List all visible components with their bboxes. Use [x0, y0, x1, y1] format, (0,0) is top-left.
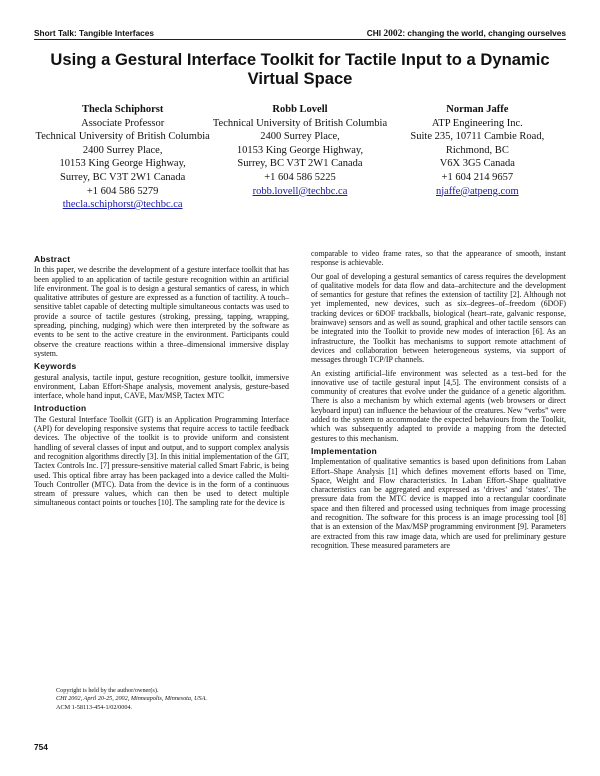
left-column	[34, 252, 289, 512]
author-block	[34, 103, 566, 212]
author-email-link[interactable]: robb.lovell@techbc.ca	[252, 185, 348, 197]
author-address: 2400 Surrey Place,	[82, 144, 163, 156]
author-address: Suite 235, 10711 Cambie Road,	[410, 131, 545, 143]
keywords-text: gestural analysis, tactile input, gesture recognition, gesture toolkit, immersive environment, Laban Effort-Shape analysis, movement analysis, gesture-based interface, whole hand input, CAVE, Max/MSP, Tactex MTC	[34, 372, 289, 401]
author-affiliation: Associate Professor	[81, 117, 165, 129]
author-1	[34, 103, 211, 212]
author-address: 10153 King George Highway,	[59, 158, 186, 170]
body-paragraph: Our goal of developing a gestural semantics of caress requires the development of qualitative models for data flow and data–architecture and the development of semantics for gesture that refines the extension of tactility [2]. Although not yet implemented, new devices, such as six–degrees–of–freedom (6DOF) tracking devices or 6DOF trackballs, biological (heart–rate, galvanic response, brainwave) sensors and as well as sound, graphical and other tactile sensors can be integrated into the Toolkit to provide new modes of interaction [6]. As an infrastructure, the Toolkit has mechanisms to support remote attachment of devices and collaboration between heterogeneous systems, via support of messages through TCP/IP channels.	[311, 271, 566, 365]
copyright-line: ACM 1-58113-454-1/02/0004.	[56, 703, 133, 711]
copyright-line: CHI 2002, April 20-25, 2002, Minneapolis, Minnesota, USA.	[56, 695, 207, 703]
implementation-heading: Implementation	[311, 445, 378, 456]
page-number: 754	[34, 742, 48, 752]
introduction-heading: Introduction	[34, 403, 87, 414]
keywords-heading: Keywords	[34, 361, 77, 372]
author-address: V6X 3G5 Canada	[439, 158, 515, 170]
author-2	[211, 103, 388, 212]
author-affiliation: Technical University of British Columbia	[35, 131, 210, 143]
copyright-line: Copyright is held by the author/owner(s).	[56, 687, 159, 694]
implementation-text: Implementation of qualitative semantics is based upon definitions from Laban Effort–Shape Analysis [1] which defines movement efforts based on Time, Space, Weight and Flow characteristics. In Laban Effort–Shape qualitative characteristics can be aggregated and expressed as ‘drives’ and ‘states’. The pressure data from the MTC device is mapped into a rectangular coordinate space and then filtered and processed using techniques from image processing and recognition. The software for this process is an image processing tool [8] that is an extension of the Max/MSP programming environment [9]. Parameters are extracted from this raw image data, which are used for preliminary gesture recognition. These measured parameters are	[311, 457, 566, 550]
author-phone: +1 604 214 9657	[441, 171, 514, 183]
author-phone: +1 604 586 5279	[86, 185, 159, 197]
body-paragraph: An existing artificial–life environment was selected as a test–bed for the innovative use of tactile gestural input [4,5]. The environment consists of a community of creatures that evolve under the guidance of a genetic algorithm. There is also a mechanism by which external agents (web browsers or direct keyboard input) can influence the behaviour of the creatures. New “verbs” were added to the system to accommodate the expected behaviours from the Toolkit, which was subsequently adapted to provide a mapping from the detected gestures to this mechanism.	[311, 368, 566, 443]
author-address: Surrey, BC V3T 2W1 Canada	[60, 171, 186, 183]
copyright-notice	[56, 687, 286, 712]
introduction-text: The Gestural Interface Toolkit (GIT) is an Application Programming Interface (API) for developing responsive systems that require access to tactile feedback devices. The objective of the toolkit is to provide uniform and consistent handling of several classes of input and output, and to support complex analysis and recognition algorithms directly [3]. In this initial implementation of the GIT, Tactex Controls Inc. [7] pressure-sensitive material called Smart Fabric, is being used. This optical fibre array has been packaged into a device called the Multi-Touch Controller (MTC). Data from the device is in the form of a continuous stream of pressure values, which can then be used to detect multiple simultaneous contact points or touches [10]. The sampling rate for the device is	[34, 414, 289, 508]
author-address: 10153 King George Highway,	[236, 144, 364, 156]
author-address: Richmond, BC	[445, 144, 509, 156]
running-header	[34, 26, 566, 42]
author-phone: +1 604 586 5225	[264, 171, 336, 183]
body-paragraph: comparable to video frame rates, so that the appearance of smooth, instant response is achievable.	[311, 249, 566, 268]
header-track: Short Talk: Tangible Interfaces	[34, 28, 155, 38]
author-affiliation: Technical University of British Columbia	[212, 117, 388, 129]
author-email-link[interactable]: thecla.schiphorst@techbc.ca	[62, 199, 183, 211]
author-email-link[interactable]: njaffe@atpeng.com	[435, 185, 519, 197]
header-conference: CHI 2002: changing the world, changing ourselves	[366, 28, 566, 39]
author-name: Norman Jaffe	[446, 104, 509, 115]
author-address: 2400 Surrey Place,	[260, 131, 340, 143]
abstract-text: In this paper, we describe the development of a gesture interface toolkit that has been applied to an application of tactile gesture recognition within an artificial life environment. The goal is to design a gestural semantics of caress, in which qualitative attributes of gesture are expressed as a function of tactility. A touch–sensitive tablet capable of detecting multiple simultaneous contacts was used to provide a source of tactile gestures (stroking, pressing, tapping, wrapping, spreading, pinching, nudging) which were then interpreted by the software as events to be sent to the active creature in the environment. Participants could observe the creature reactions within a three–dimensional immersive display system.	[34, 265, 289, 358]
abstract-heading: Abstract	[34, 254, 71, 264]
right-column	[311, 249, 566, 554]
author-name: Robb Lovell	[272, 104, 328, 115]
header-rule	[34, 39, 566, 40]
author-affiliation: ATP Engineering Inc.	[431, 117, 523, 129]
paper-title: Using a Gestural Interface Toolkit for Tactile Input to a Dynamic Virtual Space	[50, 50, 550, 88]
author-address: Surrey, BC V3T 2W1 Canada	[237, 158, 363, 170]
author-3	[389, 103, 566, 212]
author-name: Thecla Schiphorst	[81, 104, 164, 115]
